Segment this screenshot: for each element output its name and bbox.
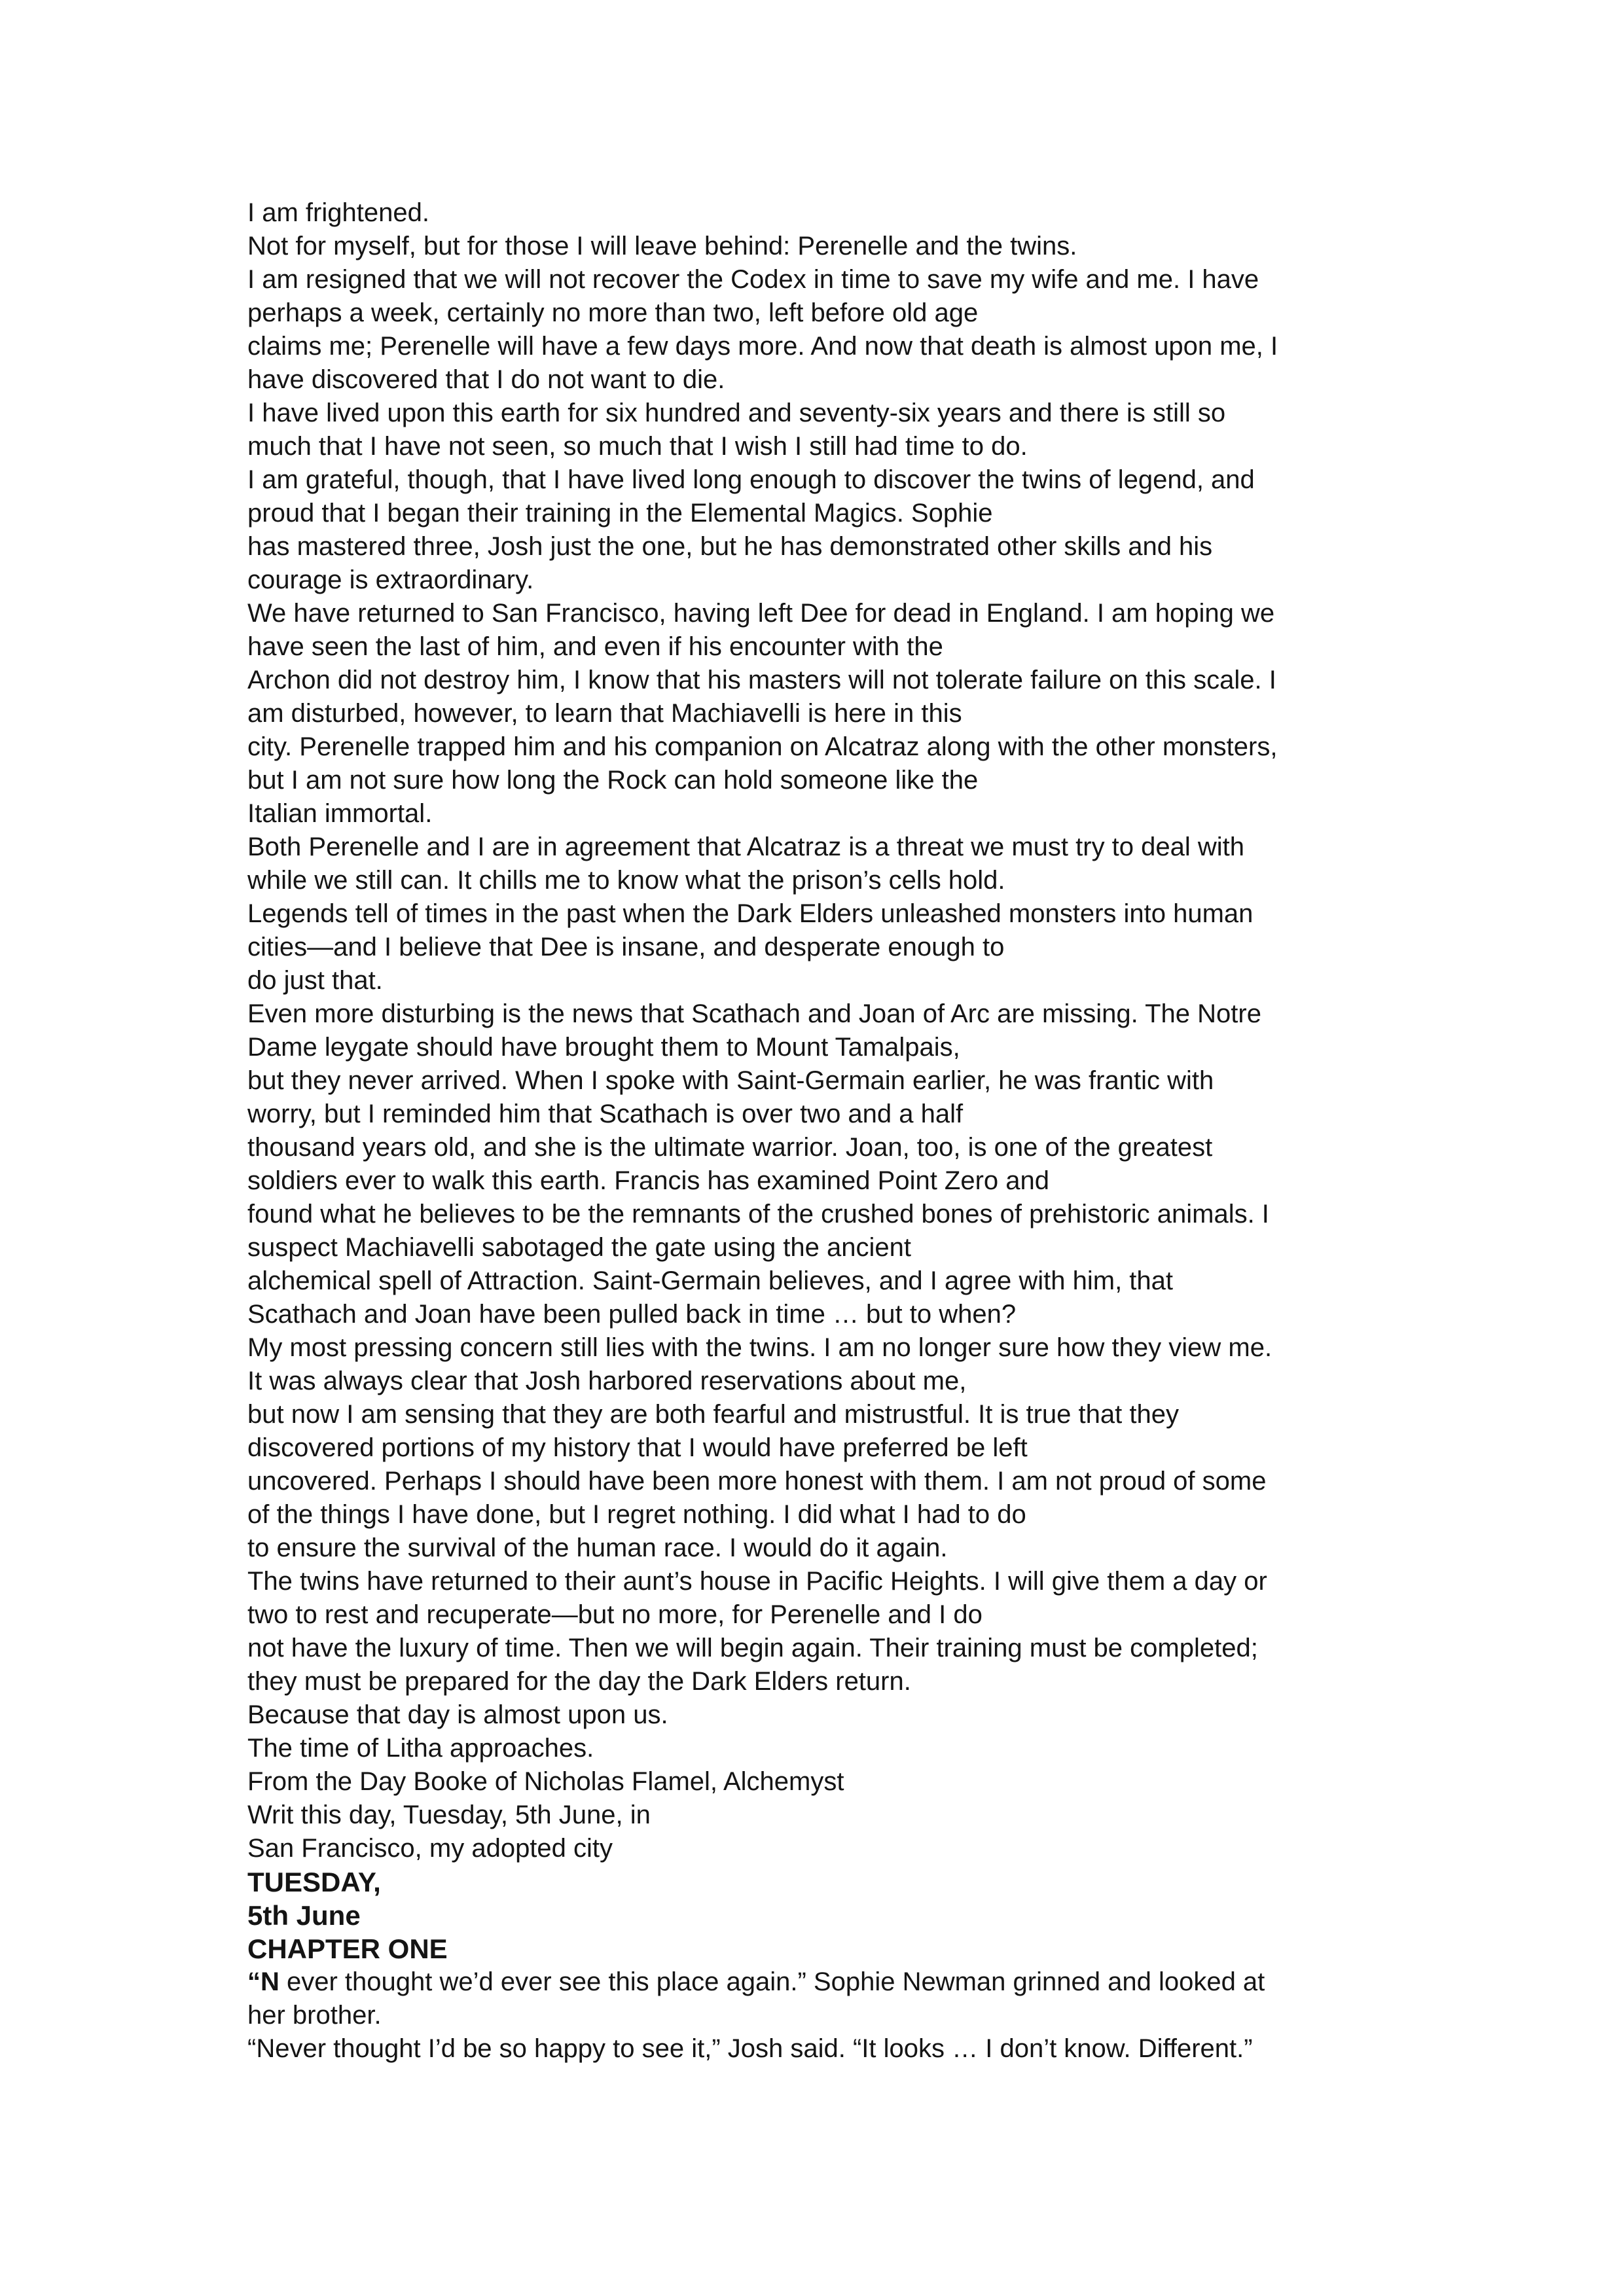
- text-line: courage is extraordinary.: [247, 565, 534, 594]
- text-line: proud that I began their training in the Elemental Magics. Sophie: [247, 499, 993, 528]
- text-line: soldiers ever to walk this earth. Francis has examined Point Zero and: [247, 1166, 1050, 1195]
- chapter-paragraph-line: her brother.: [247, 2001, 382, 2030]
- text-line: I am resigned that we will not recover the Codex in time to save my wife and me. I have: [247, 265, 1259, 294]
- text-line: but now I am sensing that they are both fearful and mistrustful. It is true that they: [247, 1400, 1179, 1429]
- text-line: have seen the last of him, and even if his encounter with the: [247, 632, 943, 661]
- heading-day: TUESDAY,: [247, 1867, 381, 1897]
- text-line: The twins have returned to their aunt’s house in Pacific Heights. I will give them a day or: [247, 1567, 1267, 1596]
- text-line: city. Perenelle trapped him and his companion on Alcatraz along with the other monsters,: [247, 732, 1278, 761]
- text-line: Scathach and Joan have been pulled back in time … but to when?: [247, 1300, 1017, 1329]
- text-line: they must be prepared for the day the Dark Elders return.: [247, 1667, 911, 1696]
- text-line: claims me; Perenelle will have a few days more. And now that death is almost upon me, I: [247, 332, 1278, 361]
- text-line: but they never arrived. When I spoke with Saint-Germain earlier, he was frantic with: [247, 1066, 1214, 1095]
- text-line: Legends tell of times in the past when the Dark Elders unleashed monsters into human: [247, 899, 1254, 928]
- text-line: I have lived upon this earth for six hundred and seventy-six years and there is still so: [247, 399, 1226, 427]
- text-line: Both Perenelle and I are in agreement that Alcatraz is a threat we must try to deal with: [247, 833, 1245, 861]
- text-line: found what he believes to be the remnants of the crushed bones of prehistoric animals. I: [247, 1200, 1269, 1229]
- text-line: of the things I have done, but I regret nothing. I did what I had to do: [247, 1500, 1026, 1529]
- chapter-paragraph-line: “Never thought I’d be so happy to see it,” Josh said. “It looks … I don’t know. Different.”: [247, 2034, 1253, 2063]
- text-line: Because that day is almost upon us.: [247, 1700, 668, 1729]
- text-line: Dame leygate should have brought them to Mount Tamalpais,: [247, 1033, 960, 1062]
- text-line: much that I have not seen, so much that I wish I still had time to do.: [247, 432, 1028, 461]
- text-line: From the Day Booke of Nicholas Flamel, Alchemyst: [247, 1767, 844, 1796]
- chapter-paragraph-line: [247, 1965, 1413, 1999]
- journal-entry: [247, 196, 1413, 1865]
- chapter-title: CHAPTER ONE: [247, 1933, 448, 1964]
- chapter-text: ever thought we’d ever see this place again.” Sophie Newman grinned and looked at: [279, 1967, 1265, 1996]
- book-page: [247, 196, 1413, 2066]
- text-line: but I am not sure how long the Rock can hold someone like the: [247, 766, 979, 795]
- text-line: I am frightened.: [247, 198, 429, 227]
- text-line: Writ this day, Tuesday, 5th June, in: [247, 1801, 651, 1829]
- text-line: thousand years old, and she is the ultimate warrior. Joan, too, is one of the greatest: [247, 1133, 1213, 1162]
- text-line: do just that.: [247, 966, 383, 995]
- text-line: worry, but I reminded him that Scathach is over two and a half: [247, 1100, 964, 1128]
- text-line: discovered portions of my history that I would have preferred be left: [247, 1433, 1028, 1462]
- text-line: We have returned to San Francisco, having left Dee for dead in England. I am hoping we: [247, 599, 1275, 628]
- text-line: Italian immortal.: [247, 799, 433, 828]
- text-line: not have the luxury of time. Then we will begin again. Their training must be completed;: [247, 1634, 1258, 1662]
- text-line: cities—and I believe that Dee is insane, and desperate enough to: [247, 933, 1005, 961]
- text-line: It was always clear that Josh harbored reservations about me,: [247, 1367, 967, 1395]
- text-line: to ensure the survival of the human race. I would do it again.: [247, 1534, 948, 1562]
- heading-date: 5th June: [247, 1900, 361, 1931]
- text-line: I am grateful, though, that I have lived long enough to discover the twins of legend, and: [247, 465, 1255, 494]
- text-line: Archon did not destroy him, I know that his masters will not tolerate failure on this scale. I: [247, 666, 1276, 694]
- text-line: suspect Machiavelli sabotaged the gate using the ancient: [247, 1233, 912, 1262]
- text-line: My most pressing concern still lies with the twins. I am no longer sure how they view me.: [247, 1333, 1272, 1362]
- text-line: am disturbed, however, to learn that Machiavelli is here in this: [247, 699, 962, 728]
- text-line: perhaps a week, certainly no more than two, left before old age: [247, 298, 979, 327]
- text-line: has mastered three, Josh just the one, but he has demonstrated other skills and his: [247, 532, 1213, 561]
- text-line: alchemical spell of Attraction. Saint-Germain believes, and I agree with him, that: [247, 1266, 1174, 1295]
- text-line: San Francisco, my adopted city: [247, 1834, 613, 1863]
- chapter-dropcap: “N: [247, 1967, 280, 1996]
- text-line: The time of Litha approaches.: [247, 1734, 594, 1763]
- text-line: two to rest and recuperate—but no more, for Perenelle and I do: [247, 1600, 983, 1629]
- text-line: Even more disturbing is the news that Scathach and Joan of Arc are missing. The Notre: [247, 999, 1261, 1028]
- text-line: have discovered that I do not want to die.: [247, 365, 725, 394]
- text-line: Not for myself, but for those I will leave behind: Perenelle and the twins.: [247, 232, 1077, 260]
- text-line: while we still can. It chills me to know what the prison’s cells hold.: [247, 866, 1005, 895]
- text-line: uncovered. Perhaps I should have been more honest with them. I am not proud of some: [247, 1467, 1267, 1496]
